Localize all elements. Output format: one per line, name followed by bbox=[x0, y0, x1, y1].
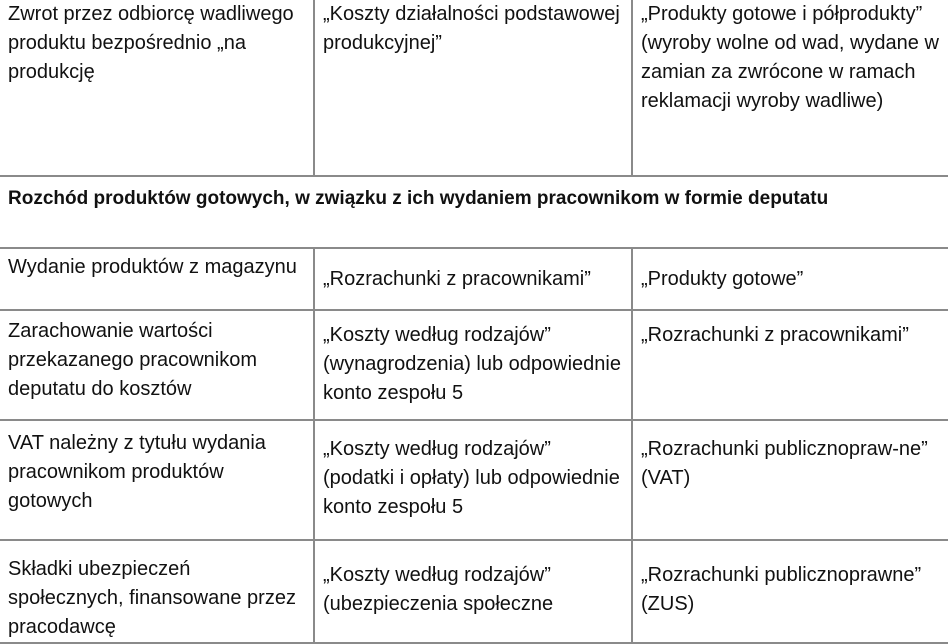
credit-account-cell: „Produkty gotowe” bbox=[632, 248, 948, 310]
debit-account-cell: „Koszty według rodzajów” (wynagrodzenia) lub odpowiednie konto zespołu 5 bbox=[314, 310, 632, 420]
credit-account-cell: „Rozrachunki publicznopraw-ne” (VAT) bbox=[632, 420, 948, 540]
operation-cell: Zwrot przez odbiorcę wadliwego produktu bezpośrednio „na produkcję bbox=[0, 0, 314, 176]
table-row bbox=[0, 540, 948, 643]
operation-cell: Zarachowanie wartości przekazanego pracownikom deputatu do kosztów bbox=[0, 310, 314, 420]
section-header-row bbox=[0, 176, 948, 248]
debit-account-cell: „Koszty działalności podstawowej produkcyjnej” bbox=[314, 0, 632, 176]
table-row bbox=[0, 0, 948, 176]
section-title: Rozchód produktów gotowych, w związku z ich wydaniem pracownikom w formie deputatu bbox=[0, 176, 948, 248]
table-row bbox=[0, 420, 948, 540]
table-row bbox=[0, 310, 948, 420]
operation-cell: Składki ubezpieczeń społecznych, finansowane przez pracodawcę bbox=[0, 540, 314, 643]
credit-account-cell: „Rozrachunki publicznoprawne” (ZUS) bbox=[632, 540, 948, 643]
debit-account-cell: „Rozrachunki z pracownikami” bbox=[314, 248, 632, 310]
operation-cell: Wydanie produktów z magazynu bbox=[0, 248, 314, 310]
table-row bbox=[0, 248, 948, 310]
credit-account-cell: „Produkty gotowe i półprodukty” (wyroby wolne od wad, wydane w zamian za zwrócone w ramach reklamacji wyroby wadliwe) bbox=[632, 0, 948, 176]
operation-cell: VAT należny z tytułu wydania pracownikom produktów gotowych bbox=[0, 420, 314, 540]
credit-account-cell: „Rozrachunki z pracownikami” bbox=[632, 310, 948, 420]
debit-account-cell: „Koszty według rodzajów” (podatki i opłaty) lub odpowiednie konto zespołu 5 bbox=[314, 420, 632, 540]
debit-account-cell: „Koszty według rodzajów” (ubezpieczenia społeczne bbox=[314, 540, 632, 643]
